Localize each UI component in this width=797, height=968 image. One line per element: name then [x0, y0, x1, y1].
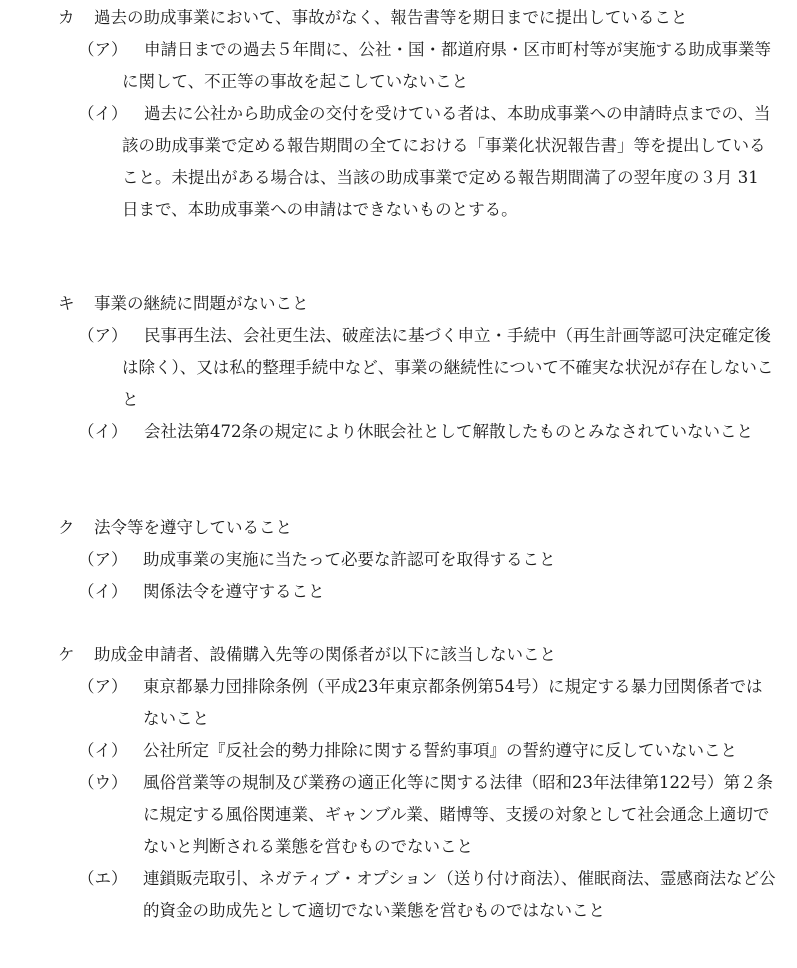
list-item [58, 735, 778, 767]
item-text: 風俗営業等の規制及び業務の適正化等に関する法律（昭和23年法律第122号）第２条に規定する風俗関連業、ギャンブル業、賭博等、支援の対象として社会通念上適切でないと判断される業態を営むものでないこと [143, 773, 773, 856]
item-text: 助成事業の実施に当たって必要な許認可を取得すること [143, 550, 556, 569]
item-label: （ア） [78, 40, 128, 59]
section-ku [58, 512, 778, 608]
section-title: ケ 助成金申請者、設備購入先等の関係者が以下に該当しないこと [58, 645, 556, 664]
item-label: （ア） [78, 550, 128, 569]
item-label: （ア） [78, 326, 128, 345]
list-item [58, 98, 778, 226]
section-title: カ 過去の助成事業において、事故がなく、報告書等を期日までに提出していること [58, 8, 688, 27]
item-label: （イ） [78, 422, 128, 441]
item-text: 関係法令を遵守すること [143, 582, 325, 601]
section-title: キ 事業の継続に問題がないこと [58, 294, 309, 313]
item-text: 過去に公社から助成金の交付を受けている者は、本助成事業への申請時点までの、当該の助成事業で定める報告期間の全てにおける「事業化状況報告書」等を提出していること。未提出がある場合は、当該の助成事業で定める報告期間満了の翌年度の３月 31 日まで、本助成事業への申請はできないものとする。 [122, 104, 771, 219]
list-item [58, 544, 778, 576]
item-text: 会社法第472条の規定により休眠会社として解散したものとみなされていないこと [144, 422, 753, 441]
item-label: （ア） [78, 677, 128, 696]
section-ka [58, 2, 778, 226]
item-label: （ウ） [78, 773, 128, 792]
list-item [58, 416, 778, 448]
list-item [58, 34, 778, 98]
item-label: （エ） [78, 869, 128, 888]
item-label: （イ） [78, 104, 128, 123]
list-item [58, 671, 778, 735]
item-text: 連鎖販売取引、ネガティブ・オプション（送り付け商法）、催眠商法、霊感商法など公的資金の助成先として適切でない業態を営むものではないこと [143, 869, 776, 920]
section-ke [58, 639, 778, 927]
item-text: 民事再生法、会社更生法、破産法に基づく申立・手続中（再生計画等認可決定確定後は除く）、又は私的整理手続中など、事業の継続性について不確実な状況が存在しないこと [122, 326, 774, 409]
item-text: 公社所定『反社会的勢力排除に関する誓約事項』の誓約遵守に反していないこと [143, 741, 737, 760]
item-label: （イ） [78, 582, 128, 601]
list-item [58, 320, 778, 416]
item-label: （イ） [78, 741, 128, 760]
item-text: 申請日までの過去５年間に、公社・国・都道府県・区市町村等が実施する助成事業等に関して、不正等の事故を起こしていないこと [122, 40, 771, 91]
item-text: 東京都暴力団排除条例（平成23年東京都条例第54号）に規定する暴力団関係者ではないこと [143, 677, 763, 728]
list-item [58, 767, 778, 863]
list-item [58, 863, 778, 927]
section-title: ク 法令等を遵守していること [58, 518, 292, 537]
list-item [58, 576, 778, 608]
section-ki [58, 288, 778, 448]
